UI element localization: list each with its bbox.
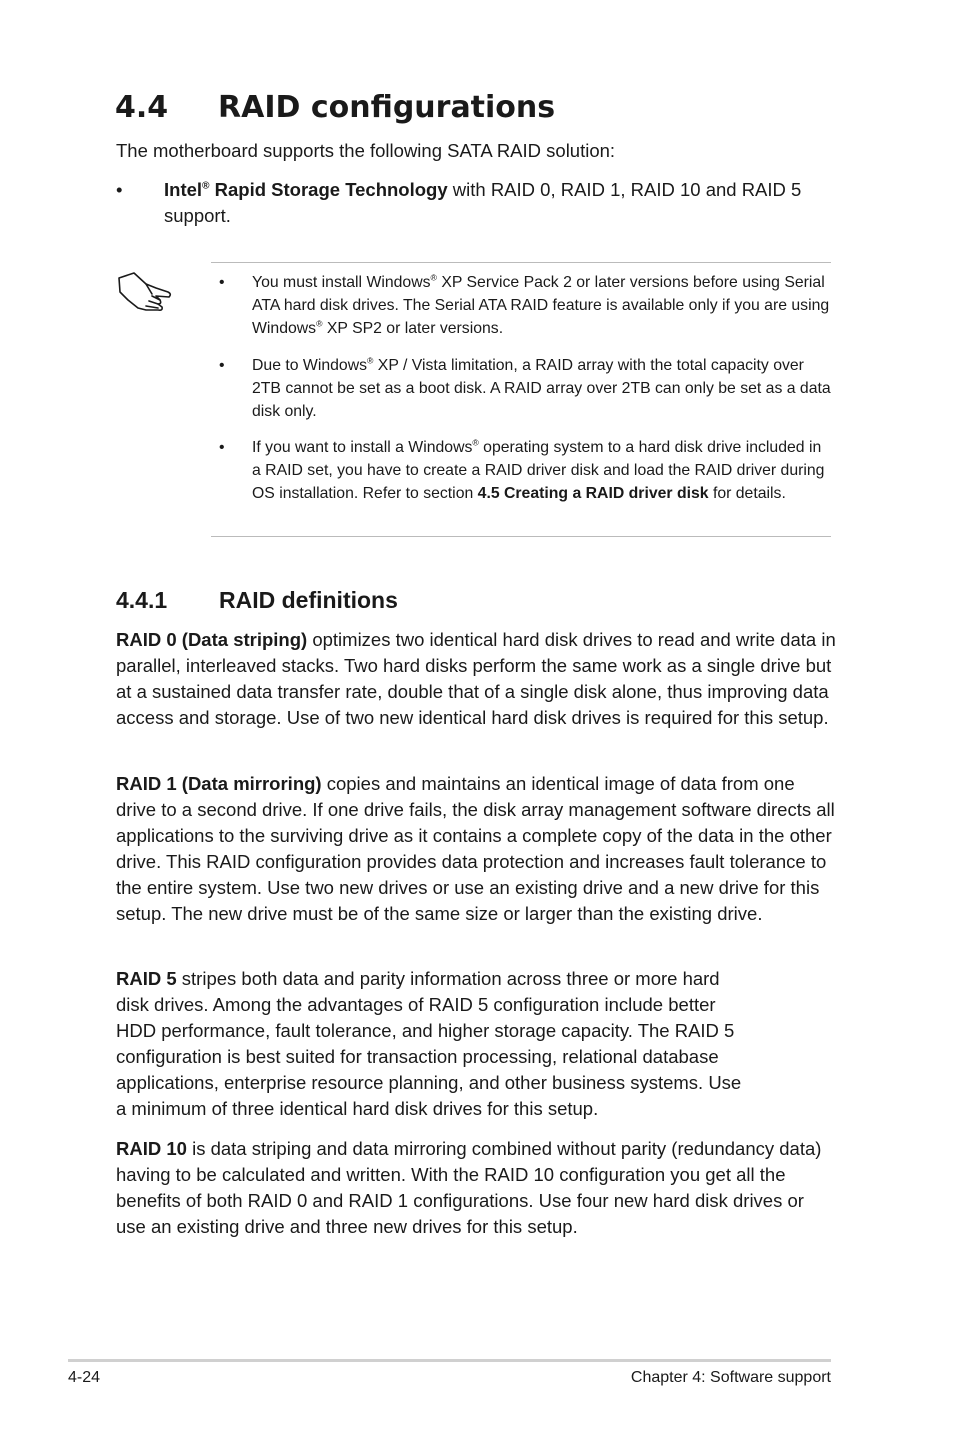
page-number: 4-24 — [68, 1369, 101, 1386]
note-text: You must install Windows® XP Service Pack 2 or later versions before using Serial ATA hard disk drives. The Serial ATA RAID feature is available only if you are using Windows® XP SP2 or later versions. — [252, 272, 830, 337]
page-title — [115, 86, 555, 130]
note-bullet: • — [219, 439, 225, 456]
note-section-ref: 4.5 Creating a RAID driver disk — [477, 485, 709, 502]
subsection-number: 4.4.1 — [116, 587, 168, 613]
note-box — [211, 262, 831, 537]
note-bullet: • — [219, 274, 225, 291]
registered-mark: ® — [472, 437, 479, 448]
note-text: If you want to install a Windows® operating system to a hard disk drive included in a RAID set, you have to create a RAID driver disk and load the RAID driver during OS installation. Refer to section 4.5 Creating a RAID driver disk for details. — [252, 437, 825, 502]
note-text: Due to Windows® XP / Vista limitation, a RAID array with the total capacity over 2TB cannot be set as a boot disk. A RAID array over 2TB can only be set as a data disk only. — [252, 355, 831, 420]
subsection-name: RAID definitions — [219, 587, 398, 613]
registered-mark: ® — [202, 180, 210, 192]
raid1-paragraph: RAID 1 (Data mirroring) copies and maintains an identical image of data from one drive to a second drive. If one drive fails, the disk array management software directs all applications to the surviving drive as it contains a complete copy of the data in the other drive. This RAID configuration provides data protection and increases fault tolerance to the entire system. Use two new drives or use an existing drive and a new drive for this setup. The new drive must be of the same size or larger than the existing drive. — [116, 773, 835, 924]
chapter-label: Chapter 4: Software support — [630, 1369, 831, 1386]
section-number: 4.4 — [115, 90, 169, 125]
note-bullet: • — [219, 357, 225, 374]
registered-mark: ® — [316, 318, 323, 329]
bullet-symbol: • — [116, 179, 123, 200]
footer-divider — [68, 1359, 831, 1362]
bullet-product: Rapid Storage Technology — [209, 179, 448, 200]
section-title: RAID configurations — [218, 90, 556, 125]
raid10-paragraph: RAID 10 is data striping and data mirroring combined without parity (redundancy data) having to be calculated and written. With the RAID 10 configuration you get all the benefits of both RAID 0 and RAID 1 configurations. Use four new hard disk drives or use an existing drive and three new drives for this setup. — [116, 1138, 822, 1237]
bullet-rest: with RAID 0, RAID 1, RAID 10 and RAID 5 support. — [164, 179, 802, 226]
raid0-paragraph: RAID 0 (Data striping) optimizes two identical hard disk drives to read and write data in parallel, interleaved stacks. Two hard disks perform the same work as a single drive but at a sustained data transfer rate, double that of a single disk alone, thus improving data access and storage. Use of two new identical hard disk drives is required for this setup. — [116, 629, 836, 728]
registered-mark: ® — [430, 272, 437, 283]
registered-mark: ® — [367, 355, 374, 366]
subsection-title — [116, 585, 398, 615]
paragraph-lead: RAID 0 (Data striping) — [116, 629, 308, 650]
bullet-brand: Intel — [164, 179, 203, 200]
raid5-paragraph: RAID 5 stripes both data and parity information across three or more hard disk drives. Among the advantages of RAID 5 configuration include better HDD performance, fault tolerance, and higher storage capacity. The RAID 5 configuration is best suited for transaction processing, relational database applications, enterprise resource planning, and other business systems. Use a minimum of three identical hard disk drives for this setup. — [116, 968, 742, 1119]
bullet-text — [164, 177, 836, 229]
paragraph-lead: RAID 5 — [116, 968, 177, 989]
paragraph-lead: RAID 1 (Data mirroring) — [116, 773, 322, 794]
paragraph-lead: RAID 10 — [116, 1138, 187, 1159]
intro-text: The motherboard supports the following SATA RAID solution: — [116, 140, 616, 161]
pointing-hand-icon — [116, 270, 174, 319]
